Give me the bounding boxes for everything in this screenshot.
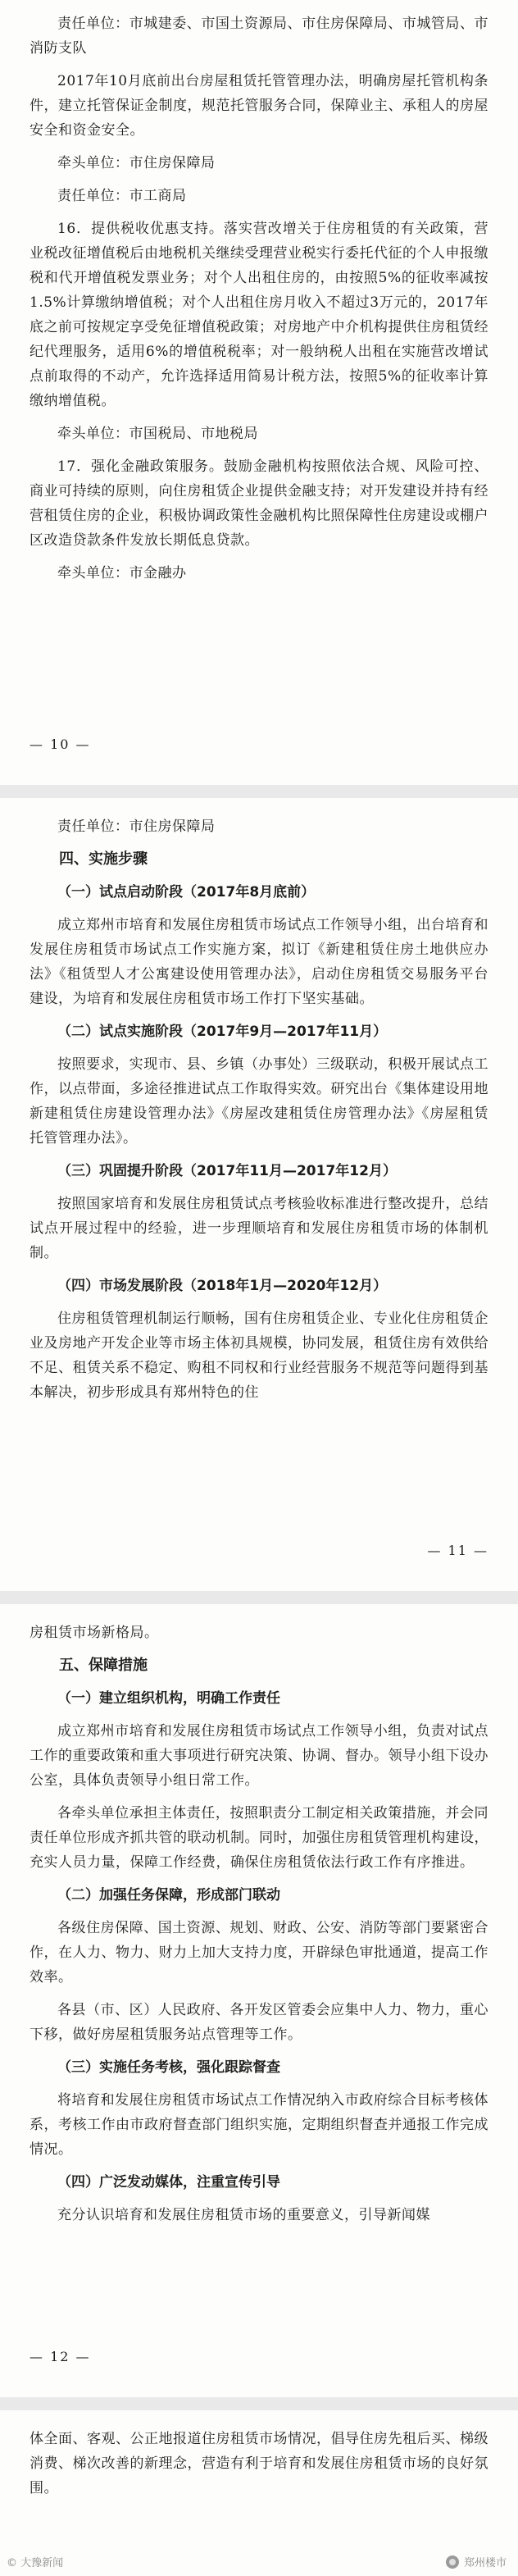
page-footer bbox=[30, 1540, 488, 1560]
continued-text: 体全面、客观、公正地报道住房租赁市场情况，倡导住房先租后买、梯级消费、梯次改善的新理念，营造有利于培育和发展住房租赁市场的良好氛围。 bbox=[30, 2431, 488, 2496]
measure-1-title: （一）建立组织机构，明确工作责任 bbox=[57, 1690, 280, 1707]
page-number: — 10 — bbox=[30, 736, 91, 752]
watermark-right bbox=[446, 2554, 507, 2569]
document-page-10 bbox=[0, 0, 518, 785]
lead-unit-paragraph: 牵头单位：市国税局、市地税局 bbox=[57, 426, 258, 442]
measure-2-title: （二）加强任务保障，形成部门联动 bbox=[57, 1887, 280, 1904]
lead-unit-paragraph: 牵头单位：市住房保障局 bbox=[57, 155, 216, 171]
measure-3-title: （三）实施任务考核，强化跟踪督查 bbox=[57, 2059, 280, 2076]
watermark-right-label: 郑州楼市 bbox=[463, 2557, 507, 2569]
tax-policy-paragraph: 16．提供税收优惠支持。落实营改增关于住房租赁的有关政策，营业税改征增值税后由地税机关继续受理营业税实行委托代征的个人申报缴税和代开增值税发票业务；对个人出租住房的，由按照5%的征收率减按1.5%计算缴纳增值税；对个人出租住房月收入不超过3万元的，2017年底之前可按规定享受免征增值税政策；对房地产中介机构提供住房租赁经纪代理服务，适用6%的增值税税率；对一般纳税人出租在实施营改增试点前取得的不动产，允许选择适用简易计税方法，按照5%的征收率计算缴纳增值税。 bbox=[30, 221, 488, 409]
responsible-units-paragraph: 责任单位：市城建委、市国土资源局、市住房保障局、市城管局、市消防支队 bbox=[30, 16, 488, 57]
page-number: — 11 — bbox=[427, 1542, 488, 1558]
wechat-icon bbox=[446, 2555, 459, 2569]
lead-unit-paragraph: 牵头单位：市金融办 bbox=[57, 565, 187, 581]
page-number: — 12 — bbox=[30, 2348, 91, 2364]
measure-4-title: （四）广泛发动媒体，注重宣传引导 bbox=[57, 2174, 280, 2191]
stage-2-text: 按照要求，实现市、县、乡镇（办事处）三级联动，积极开展试点工作，以点带面，多途径推进试点工作取得实效。研究出台《集体建设用地新建租赁住房建设管理办法》《房屋改建租赁住房管理办法》《房屋租赁托管管理办法》。 bbox=[30, 1056, 488, 1147]
measure-2-text: 各县（市、区）人民政府、各开发区管委会应集中人力、物力，重心下移，做好房屋租赁服务站点管理等工作。 bbox=[30, 2002, 488, 2043]
document-page-12 bbox=[0, 1604, 518, 2397]
page-footer bbox=[30, 734, 488, 754]
stage-3-text: 按照国家培育和发展住房租赁试点考核验收标准进行整改提升，总结试点开展过程中的经验，进一步理顺培育和发展住房租赁市场的体制机制。 bbox=[30, 1196, 488, 1261]
watermark-left: © 大豫新闻 bbox=[7, 2557, 64, 2569]
measure-2-text: 各级住房保障、国土资源、规划、财政、公安、消防等部门要紧密合作，在人力、物力、财力上加大支持力度，开辟绿色审批通道，提高工作效率。 bbox=[30, 1920, 488, 1986]
stage-1-title: （一）试点启动阶段（2017年8月底前） bbox=[57, 884, 316, 900]
section-heading: 五、保障措施 bbox=[59, 1657, 148, 1674]
document-page-13 bbox=[0, 2410, 518, 2576]
responsible-unit-paragraph: 责任单位：市工商局 bbox=[57, 188, 187, 204]
measure-1-text: 成立郑州市培育和发展住房租赁市场试点工作领导小组，负责对试点工作的重要政策和重大事项进行研究决策、协调、督办。领导小组下设办公室，具体负责领导小组日常工作。 bbox=[30, 1723, 488, 1789]
custody-policy-paragraph: 2017年10月底前出台房屋租赁托管管理办法，明确房屋托管机构条件，建立托管保证金制度，规范托管服务合同，保障业主、承租人的房屋安全和资金安全。 bbox=[30, 73, 488, 139]
stage-2-title: （二）试点实施阶段（2017年9月—2017年11月） bbox=[57, 1024, 388, 1040]
finance-policy-paragraph: 17．强化金融政策服务。鼓励金融机构按照依法合规、风险可控、商业可持续的原则，向住房租赁企业提供金融支持；对开发建设并持有经营租赁住房的企业，积极协调政策性金融机构比照保障性住房建设或棚户区改造贷款条件发放长期低息贷款。 bbox=[30, 458, 488, 549]
continued-text: 房租赁市场新格局。 bbox=[30, 1625, 159, 1641]
document-page-11 bbox=[0, 798, 518, 1591]
page-footer bbox=[30, 2346, 488, 2366]
stage-4-title: （四）市场发展阶段（2018年1月—2020年12月） bbox=[57, 1278, 388, 1294]
stage-4-text: 住房租赁管理机制运行顺畅，国有住房租赁企业、专业化住房租赁企业及房地产开发企业等市场主体初具规模，协同发展，租赁住房有效供给不足、租赁关系不稳定、购租不同权和行业经营服务不规范等问题得到基本解决，初步形成具有郑州特色的住 bbox=[30, 1311, 488, 1401]
measure-4-text: 充分认识培育和发展住房租赁市场的重要意义，引导新闻媒 bbox=[57, 2207, 430, 2223]
measure-1-text: 各牵头单位承担主体责任，按照职责分工制定相关政策措施，并会同责任单位形成齐抓共管的联动机制。同时，加强住房租赁管理机构建设，充实人员力量，保障工作经费，确保住房租赁依法行政工作有序推进。 bbox=[30, 1805, 488, 1871]
stage-1-text: 成立郑州市培育和发展住房租赁市场试点工作领导小组，出台培育和发展住房租赁市场试点工作实施方案，拟订《新建租赁住房土地供应办法》《租赁型人才公寓建设使用管理办法》，启动住房租赁交易服务平台建设，为培育和发展住房租赁市场工作打下坚实基础。 bbox=[30, 917, 488, 1007]
responsible-unit-paragraph: 责任单位：市住房保障局 bbox=[57, 818, 216, 835]
section-heading: 四、实施步骤 bbox=[59, 850, 148, 868]
measure-3-text: 将培育和发展住房租赁市场试点工作情况纳入市政府综合目标考核体系，考核工作由市政府督查部门组织实施，定期组织督查并通报工作完成情况。 bbox=[30, 2092, 488, 2158]
stage-3-title: （三）巩固提升阶段（2017年11月—2017年12月） bbox=[57, 1163, 397, 1179]
